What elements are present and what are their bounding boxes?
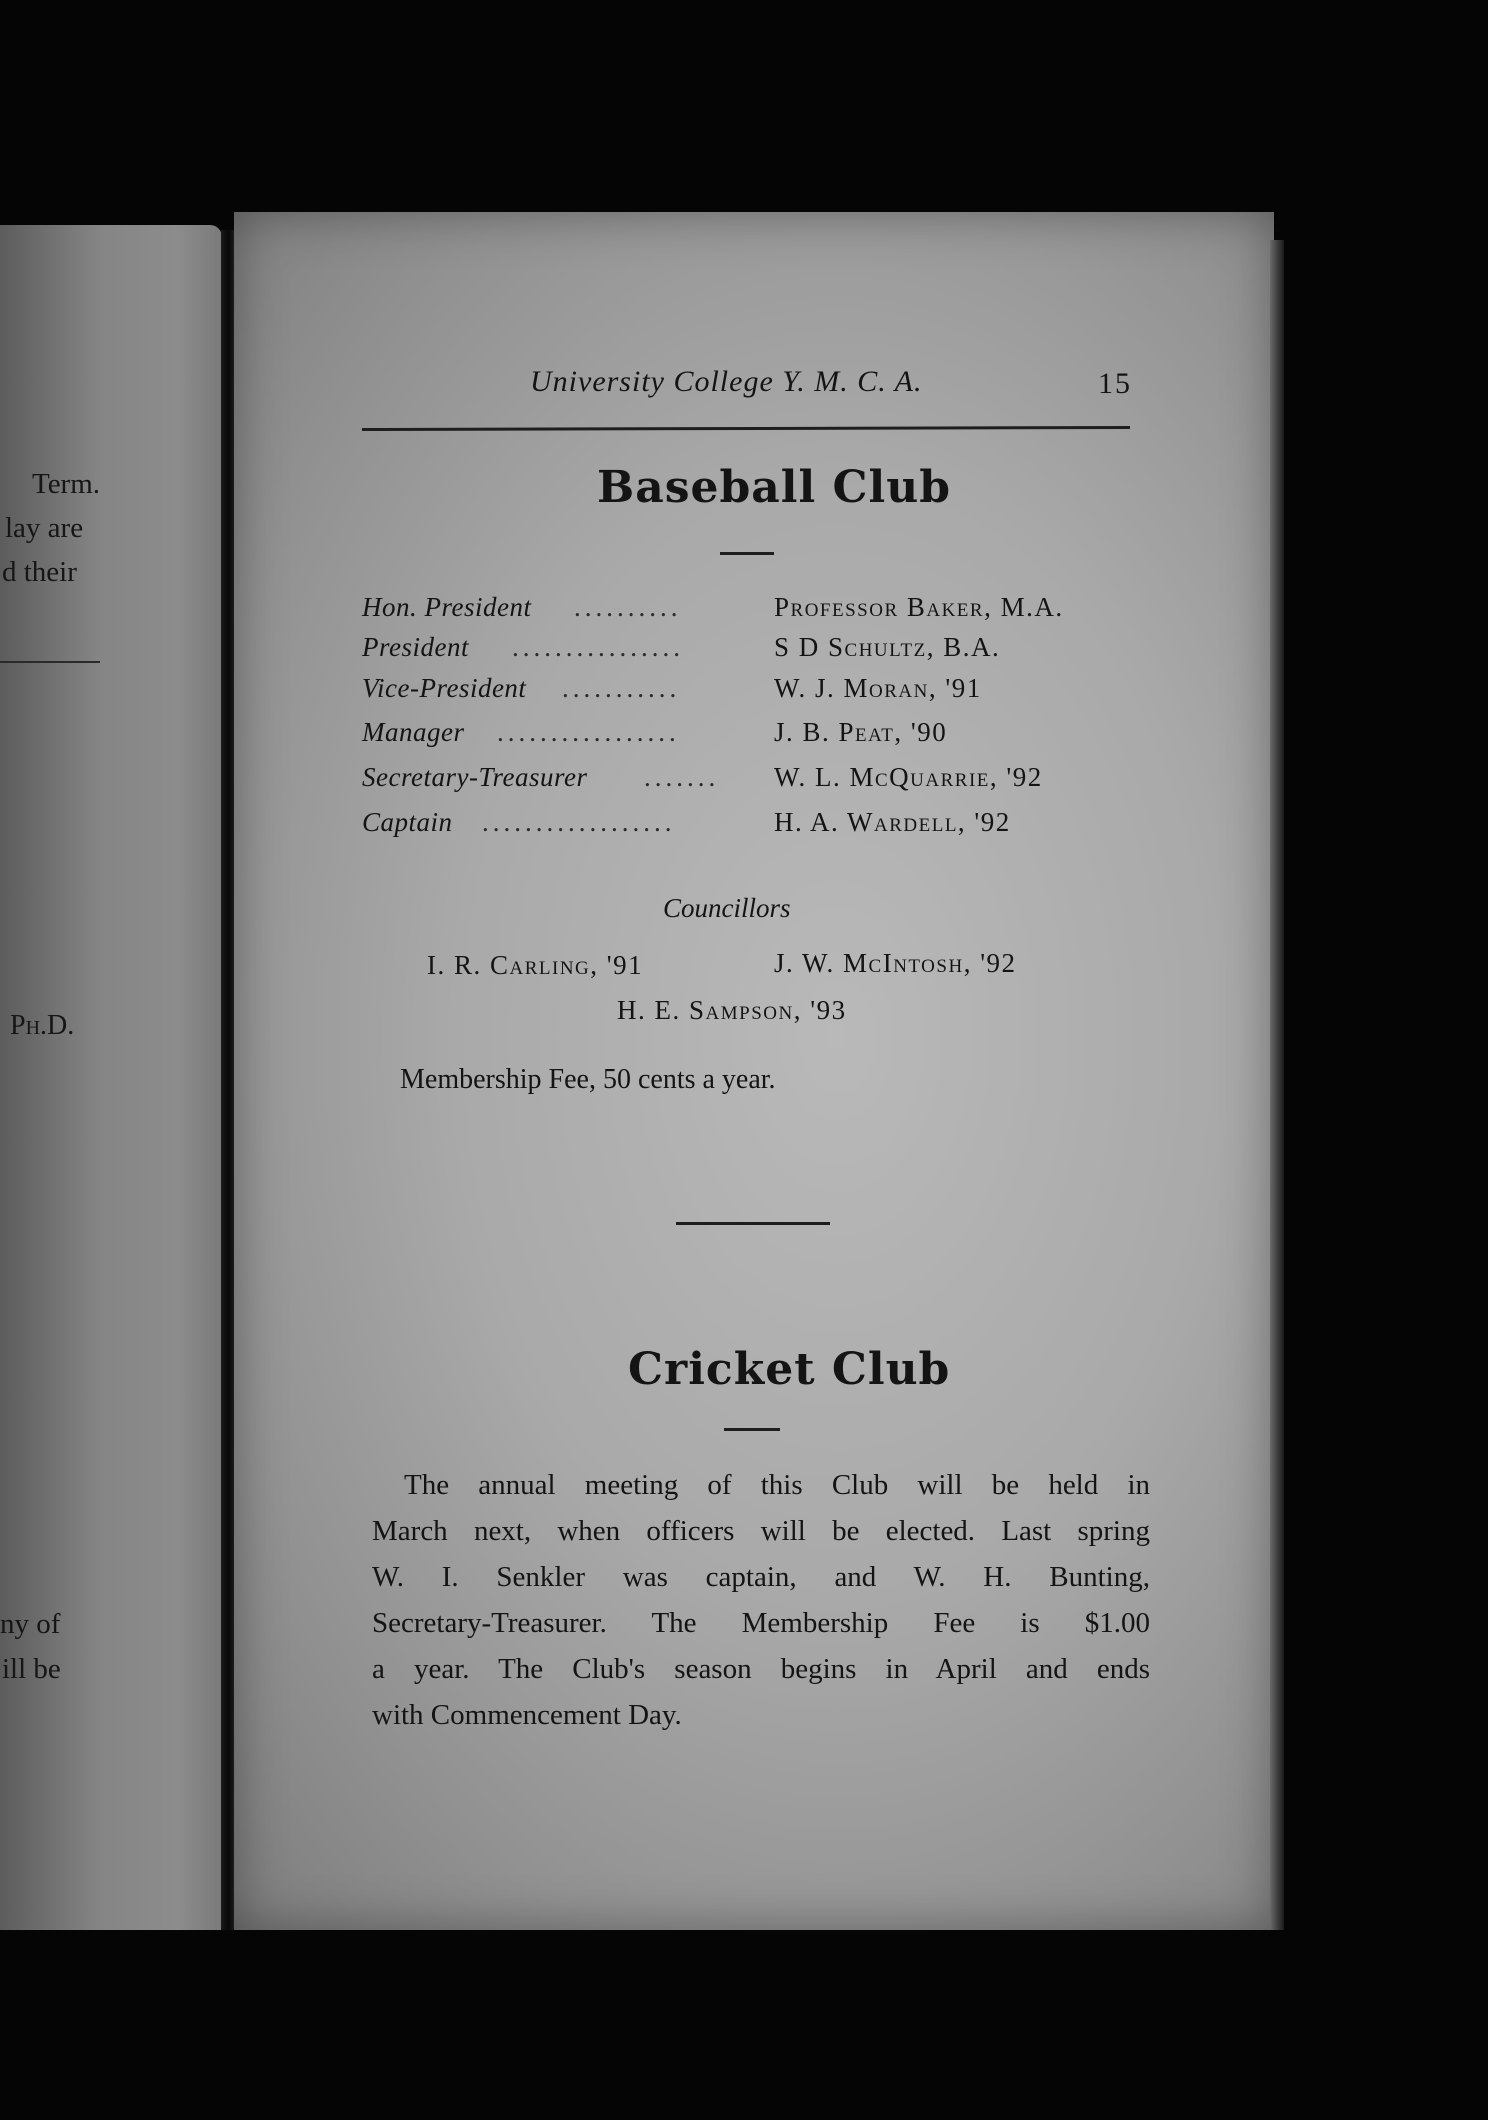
cricket-title-rule — [724, 1428, 780, 1431]
councillor-name: J. W. McIntosh, '92 — [774, 948, 1017, 978]
officer-name: H. A. Wardell, '92 — [774, 807, 1011, 837]
cricket-club-title: Cricket Club — [628, 1344, 951, 1395]
left-fragment-lay-are: lay are — [5, 512, 84, 544]
leader-dots: ........... — [562, 673, 681, 703]
officer-role: President — [362, 632, 469, 662]
left-fragment-term: Term. — [32, 468, 101, 500]
left-fragment-ny-of: ny of — [0, 1608, 61, 1640]
officer-row-manager — [362, 717, 1162, 757]
paragraph-line: W. I. Senkler was captain, and W. H. Bunting, — [372, 1561, 1150, 1593]
left-fragment-d-their: d their — [2, 556, 77, 588]
leader-dots: ................ — [512, 632, 684, 662]
left-page-rule — [0, 661, 100, 663]
leader-dots: ................. — [497, 717, 680, 747]
councillor-name: I. R. Carling, '91 — [427, 950, 644, 980]
officer-name: S D Schultz, B.A. — [774, 632, 1001, 662]
paragraph-line: a year. The Club's season begins in April and ends — [372, 1653, 1150, 1685]
officer-name: Professor Baker, M.A. — [774, 592, 1064, 622]
officer-row-captain — [362, 807, 1162, 847]
officer-role: Vice-President — [362, 673, 527, 703]
running-head: University College Y. M. C. A. — [530, 365, 923, 398]
page-number: 15 — [1098, 367, 1132, 400]
membership-fee: Membership Fee, 50 cents a year. — [400, 1064, 776, 1095]
baseball-club-title: Baseball Club — [597, 462, 951, 513]
left-fragment-phd: Ph.D. — [10, 1010, 75, 1041]
paragraph-line: with Commencement Day. — [372, 1699, 682, 1731]
officer-role: Manager — [362, 717, 465, 747]
leader-dots: .................. — [482, 807, 676, 837]
officer-role: Captain — [362, 807, 453, 837]
officer-name: W. L. McQuarrie, '92 — [774, 762, 1043, 792]
officer-row-hon-president — [362, 592, 1162, 632]
officer-role: Hon. President — [362, 592, 532, 622]
paragraph-line: The annual meeting of this Club will be held in — [404, 1469, 1150, 1501]
officer-row-president — [362, 632, 1162, 672]
leader-dots: ....... — [644, 762, 720, 792]
leader-dots: .......... — [574, 592, 682, 622]
paragraph-line: March next, when officers will be elected. Last spring — [372, 1515, 1150, 1547]
officer-row-secretary-treasurer — [362, 762, 1162, 802]
councillors-label: Councillors — [663, 893, 791, 923]
councillor-name: H. E. Sampson, '93 — [617, 995, 847, 1025]
paragraph-line: Secretary-Treasurer. The Membership Fee is $1.00 — [372, 1607, 1150, 1639]
section-divider-rule — [676, 1222, 830, 1225]
baseball-title-rule — [720, 552, 774, 555]
page-edge — [1270, 240, 1284, 1930]
left-fragment-ill-be: ill be — [2, 1653, 61, 1685]
officer-row-vice-president — [362, 673, 1162, 713]
officer-name: J. B. Peat, '90 — [774, 717, 948, 747]
officer-role: Secretary-Treasurer — [362, 762, 588, 792]
left-page — [0, 225, 222, 1930]
officer-name: W. J. Moran, '91 — [774, 673, 982, 703]
cricket-paragraph — [372, 1462, 1150, 1738]
